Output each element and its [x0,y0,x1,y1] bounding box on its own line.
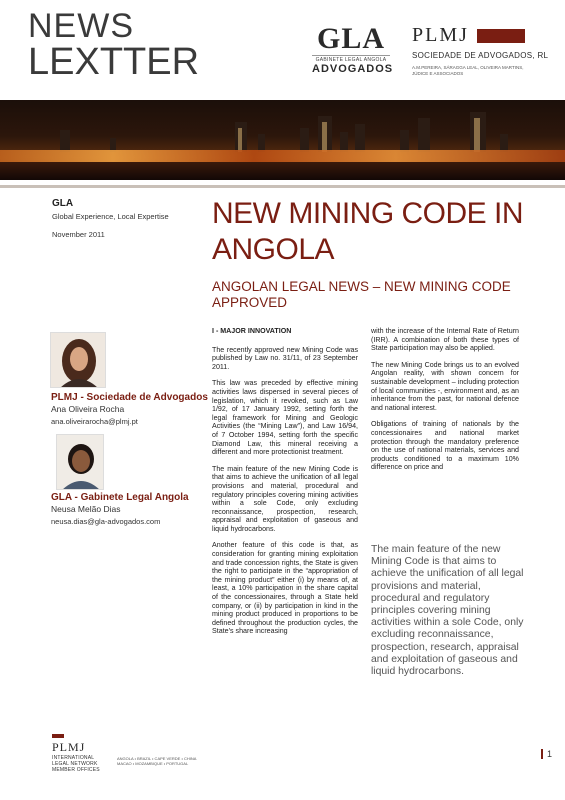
plmj-logo-mark: PLMJ [412,24,469,46]
paragraph: The main feature of the new Mining Code is that aims to achieve the unification of all legal provisions and material, procedural and regulatory principles covering mining activities within a sole Code, only excluding reconnaissance, prospection, research, appraisal and exploitation of gaseous and liquid hydrocarbons. [212,464,358,533]
plmj-firm-name: SOCIEDADE DE ADVOGADOS, RL [412,51,549,60]
page-number: 1 [541,749,552,759]
footer-line-2: LEGAL NETWORK [52,761,98,767]
paragraph: Another feature of this code is that, as consideration for granting mining exploitation and trade concession rights, the State is given the right to participate in the “appropriation of the mining product” either (i) by means of, at least, a 10% participation in the share capital of the concessionaires, through a State held company, or (ii) by participation in kind in the mining product produced in proportions to be defined throughout the production cycles, the State’s share increasing [212,541,358,636]
contact-email[interactable]: ana.oliveirarocha@plmj.pt [51,417,138,426]
gla-logo-subtitle: GABINETE LEGAL ANGOLA [312,55,390,63]
paragraph: The new Mining Code brings us to an evolved Angolan reality, with shown concern for sustainable development – including protection of local communities -, environment and, as an inheritance from the past, for national defence and national interest. [371,360,519,412]
paragraph: The recently approved new Mining Code was published by Law no. 31/11, of 23 September 2011. [212,345,358,371]
article-subtitle: ANGOLAN LEGAL NEWS – NEW MINING CODE APPROVED [212,279,511,310]
gla-logo-mark: GLA [316,22,385,55]
contact-firm: PLMJ - Sociedade de Advogados [51,392,208,403]
contact-card-plmj [51,392,211,426]
city-skyline-banner [0,100,565,180]
paragraph: with the increase of the Internal Rate of Return (IRR). A combination of both these types of State participation may also be applied. [371,327,519,353]
footer-logo-mark: PLMJ [52,740,86,754]
footer-line-1: INTERNATIONAL [52,755,95,761]
contact-email[interactable]: neusa.dias@gla-advogados.com [51,517,161,526]
footer-accent-bar [52,734,64,738]
contact-firm: GLA - Gabinete Legal Angola [51,492,189,503]
article-column-2 [371,327,519,480]
pull-quote: The main feature of the new Mining Code is that aims to achieve the unification of all legal provisions and material, procedural and regulatory principles covering mining activities within a sole Code, only excluding reconnaissance, prospection, research, appraisal and exploitation of gaseous and liquid hydrocarbons. [371,544,524,678]
paragraph: This law was preceded by effective mining activities laws dispersed in several pieces of legislation, which it revoked, such as Law 1/92, of 17 January 1992, setting forth the legal framework for Mining and Geologic Activities (the “Mining Law”), and Law 16/94, of 7 October 1994, setting forth the specific Diamond Law, this mineral receiving a different and more protectionist treatment. [212,379,358,457]
masthead-line-1: NEWS [28,7,134,45]
contact-photo-ana [50,332,106,388]
issue-date: November 2011 [52,230,105,239]
paragraph: Obligations of training of nationals by the concessionaires and national market protection through the mandatory preference on the use of national materials, services and products conditioned to a maximum 10% difference on price and [371,420,519,472]
article-column-1 [212,327,358,644]
plmj-logo [412,24,552,77]
header-divider [0,185,565,188]
sidebar-tagline: Global Experience, Local Expertise [52,212,169,221]
masthead-line-2: LEXTTER [28,41,200,83]
footer-network-logo [52,740,202,773]
footer-line-3: MEMBER OFFICES [52,767,100,773]
sidebar-org: GLA [52,198,74,209]
section-heading: I - MAJOR INNOVATION [212,327,292,335]
sidebar-info [52,198,202,239]
newsletter-masthead [28,7,203,83]
contact-card-gla [51,492,211,526]
article-title: NEW MINING CODE IN ANGOLA [212,197,523,266]
plmj-logo-bar [477,29,525,43]
gla-logo [312,22,394,75]
contact-photo-neusa [56,434,104,490]
contact-name: Ana Oliveira Rocha [51,404,125,414]
gla-logo-advogados: ADVOGADOS [312,63,394,75]
contact-name: Neusa Melão Dias [51,504,121,514]
footer-countries: ANGOLA • BRAZIL • CAPE VERDE • CHINA MACAO • MOZAMBIQUE • PORTUGAL [117,756,197,766]
plmj-partners: A.M.PEREIRA, SÁRAGGA LEAL, OLIVEIRA MARTINS, JÚDICE E ASSOCIADOS [412,65,524,76]
